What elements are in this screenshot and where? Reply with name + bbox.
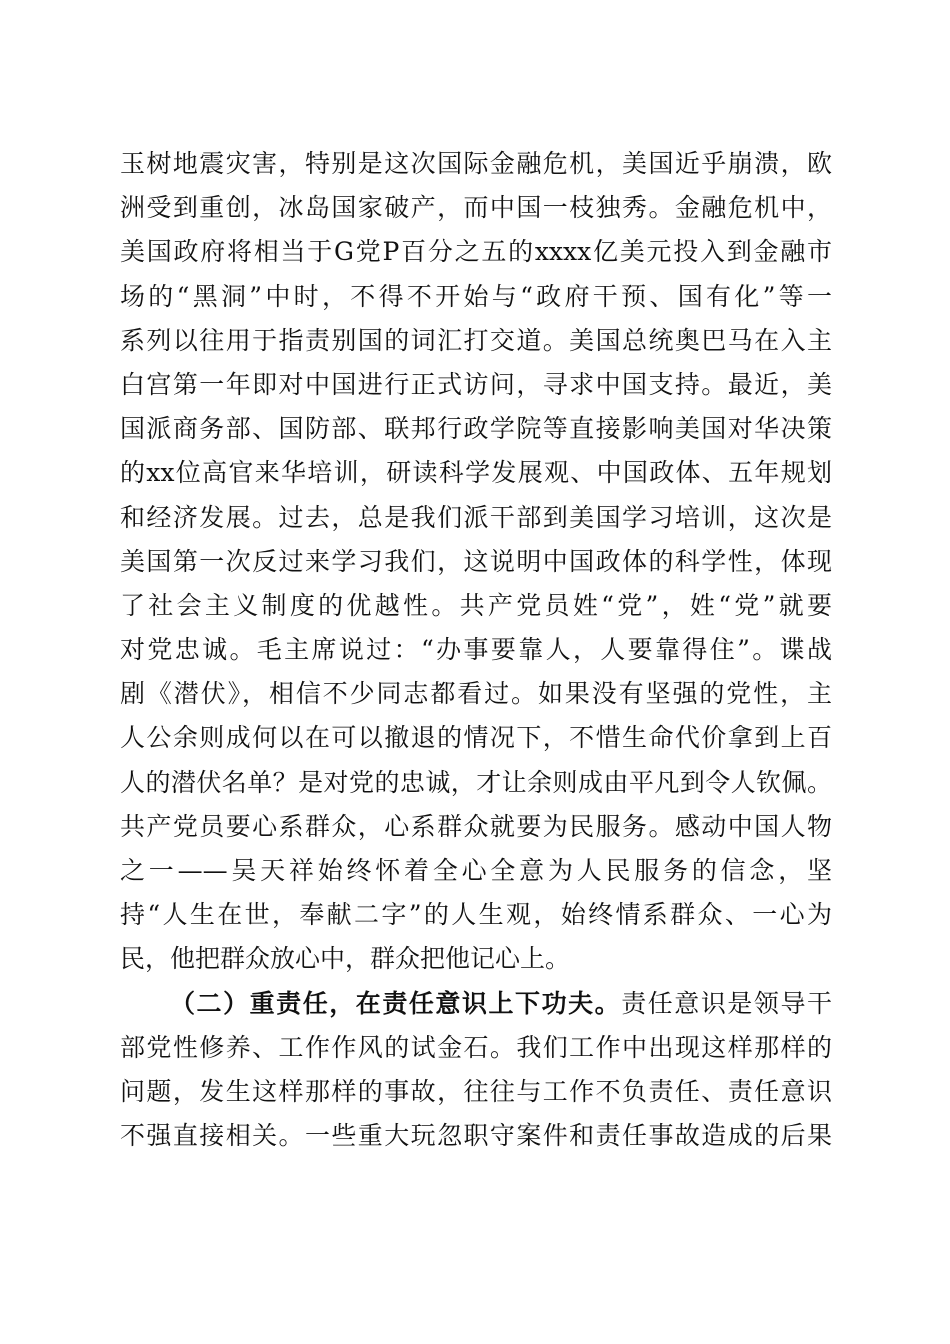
text-line: 对党忠诚。毛主席说过：“办事要靠人，人要靠得住”。谍战 [120, 635, 832, 665]
text-line: 持“人生在世，奉献二字”的人生观，始终情系群众、一心为 [120, 900, 832, 930]
section-heading: （二）重责任，在责任意识上下功夫。 [170, 988, 622, 1018]
text-line: 了社会主义制度的优越性。共产党员姓“党”，姓“党”就要 [120, 590, 832, 620]
text-line: 洲受到重创，冰岛国家破产，而中国一枝独秀。金融危机中， [120, 193, 832, 223]
text-line: 之一——吴天祥始终怀着全心全意为人民服务的信念，坚 [120, 856, 832, 885]
heading-line-rest: 责任意识是领导干 [621, 988, 832, 1018]
text-line: 和经济发展。过去，总是我们派干部到美国学习培训，这次是 [120, 502, 832, 532]
text-line: 场的“黑洞”中时，不得不开始与“政府干预、国有化”等一 [120, 281, 832, 311]
text-line: 问题，发生这样那样的事故，往往与工作不负责任、责任意识 [120, 1076, 832, 1106]
text-line: 共产党员要心系群众，心系群众就要为民服务。感动中国人物 [120, 811, 832, 841]
text-line: 民，他把群众放心中，群众把他记心上。 [120, 944, 571, 974]
text-line: 不强直接相关。一些重大玩忽职守案件和责任事故造成的后果 [120, 1121, 832, 1151]
text-line: 美国第一次反过来学习我们，这说明中国政体的科学性，体现 [120, 546, 832, 576]
text-line: 剧《潜伏》，相信不少同志都看过。如果没有坚强的党性，主 [120, 679, 832, 709]
text-line: 人公余则成何以在可以撤退的情况下，不惜生命代价拿到上百 [120, 723, 832, 753]
text-line: 人的潜伏名单？是对党的忠诚，才让余则成由平凡到令人钦佩。 [120, 767, 832, 797]
paragraph-2 [120, 982, 832, 1159]
text-line: 的xx位高官来华培训，研读科学发展观、中国政体、五年规划 [120, 458, 832, 488]
text-line: 玉树地震灾害，特别是这次国际金融危机，美国近乎崩溃，欧 [120, 149, 832, 178]
text-line: 系列以往用于指责别国的词汇打交道。美国总统奥巴马在入主 [120, 325, 832, 355]
text-line: 国派商务部、国防部、联邦行政学院等直接影响美国对华决策 [120, 414, 832, 444]
text-line: 部党性修养、工作作风的试金石。我们工作中出现这样那样的 [120, 1032, 832, 1062]
paragraph-1 [120, 142, 832, 982]
text-line [120, 982, 832, 1026]
body-text [120, 142, 832, 1158]
text-line: 美国政府将相当于G党P百分之五的xxxx亿美元投入到金融市 [120, 237, 832, 267]
text-line: 白宫第一年即对中国进行正式访问，寻求中国支持。最近，美 [120, 369, 832, 399]
